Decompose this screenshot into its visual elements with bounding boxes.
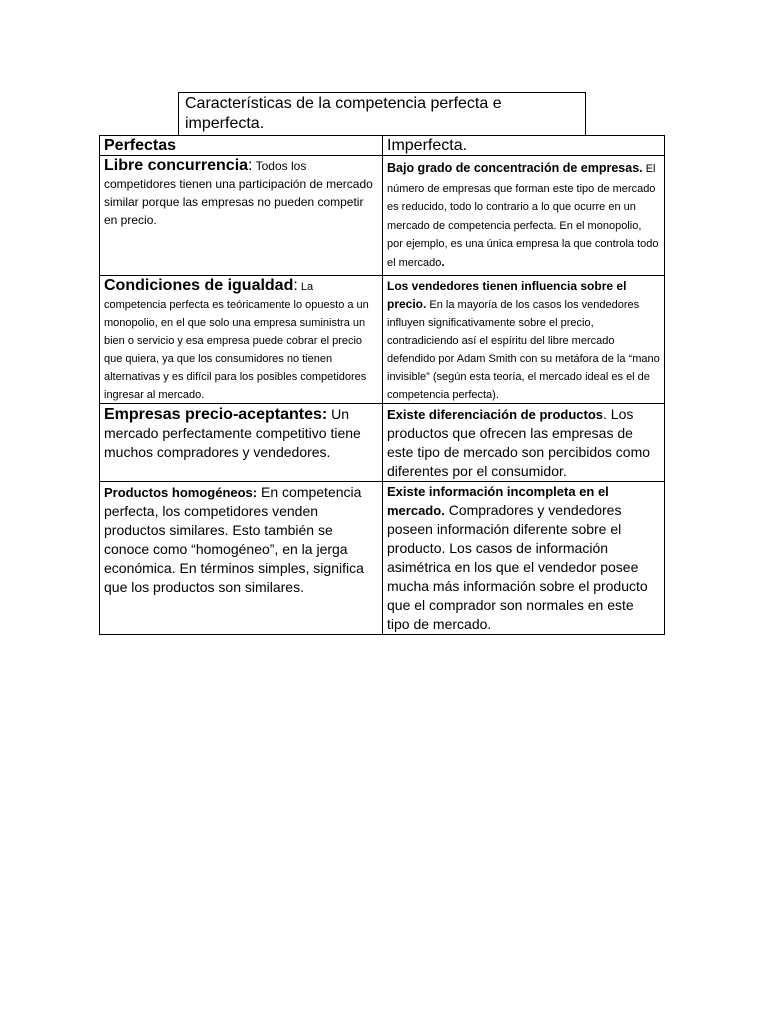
term-end: . bbox=[441, 254, 445, 269]
term-bajo-grado: Bajo grado de concentración de empresas. bbox=[387, 161, 643, 175]
description: Un mercado perfectamente competitivo tiene muchos compradores y vendedores. bbox=[104, 406, 361, 460]
cell-informacion-incompleta bbox=[383, 482, 665, 635]
cell-libre-concurrencia bbox=[100, 156, 383, 276]
description: En competencia perfecta, los competidores venden productos similares. Esto también se conoce como “homogéneo”, en la jerga económica. En términos simples, significa que los productos son similares. bbox=[104, 484, 364, 595]
table-header-row bbox=[100, 136, 665, 156]
document-title: Características de la competencia perfecta e imperfecta. bbox=[178, 92, 586, 135]
header-imperfecta: Imperfecta. bbox=[383, 136, 665, 156]
term-vendedores-influencia: Los vendedores tienen influencia sobre el precio. bbox=[387, 279, 627, 311]
table-row bbox=[100, 276, 665, 404]
term-diferenciacion-productos: Existe diferenciación de productos bbox=[387, 407, 603, 422]
term-informacion-incompleta: Existe información incompleta en el mercado. bbox=[387, 484, 609, 518]
cell-diferenciacion-productos bbox=[383, 404, 665, 482]
description: En la mayoría de los casos los vendedores influyen significativamente sobre el precio, contradiciendo así el espíritu del libre mercado defendido por Adam Smith con su metáfora de la “mano invisible” (según esta teoría, el mercado ideal es el de competencia perfecta). bbox=[387, 299, 660, 401]
header-perfectas: Perfectas bbox=[100, 136, 383, 156]
term-condiciones-igualdad: Condiciones de igualdad bbox=[104, 277, 294, 294]
term-colon: : bbox=[248, 157, 253, 174]
comparison-table bbox=[99, 135, 665, 635]
cell-empresas-precio-aceptantes bbox=[100, 404, 383, 482]
term-empresas-precio-aceptantes: Empresas precio-aceptantes: bbox=[104, 406, 328, 423]
term-libre-concurrencia: Libre concurrencia bbox=[104, 157, 249, 174]
description: Compradores y vendedores poseen información diferente sobre el producto. Los casos de información asimétrica en los que el vendedor posee mucha más información sobre el producto que el comprador son normales en este tipo de mercado. bbox=[387, 502, 648, 632]
table-row bbox=[100, 156, 665, 276]
table-row bbox=[100, 482, 665, 635]
cell-condiciones-igualdad bbox=[100, 276, 383, 404]
description: . Los productos que ofrecen las empresas de este tipo de mercado son percibidos como diferentes por el consumidor. bbox=[387, 406, 651, 479]
table-row bbox=[100, 404, 665, 482]
term-colon: : bbox=[293, 277, 298, 294]
cell-bajo-grado bbox=[383, 156, 665, 276]
term-productos-homogeneos: Productos homogéneos: bbox=[104, 485, 258, 500]
cell-vendedores-influencia bbox=[383, 276, 665, 404]
cell-productos-homogeneos bbox=[100, 482, 383, 635]
description: Todos los competidores tienen una participación de mercado similar porque las empresas no pueden competir en precio. bbox=[104, 159, 373, 227]
description: El número de empresas que forman este tipo de mercado es reducido, todo lo contrario a lo que ocurre en un mercado de competencia perfecta. En el monopolio, por ejemplo, es una única empresa la que controla todo el mercado bbox=[387, 163, 659, 269]
description: La competencia perfecta es teóricamente lo opuesto a un monopolio, en el que solo una empresa suministra un bien o servicio y esa empresa puede cobrar el precio que quiera, ya que los consumidores no tienen alternativas y es difícil para los posibles competidores ingresar al mercado. bbox=[104, 281, 369, 401]
